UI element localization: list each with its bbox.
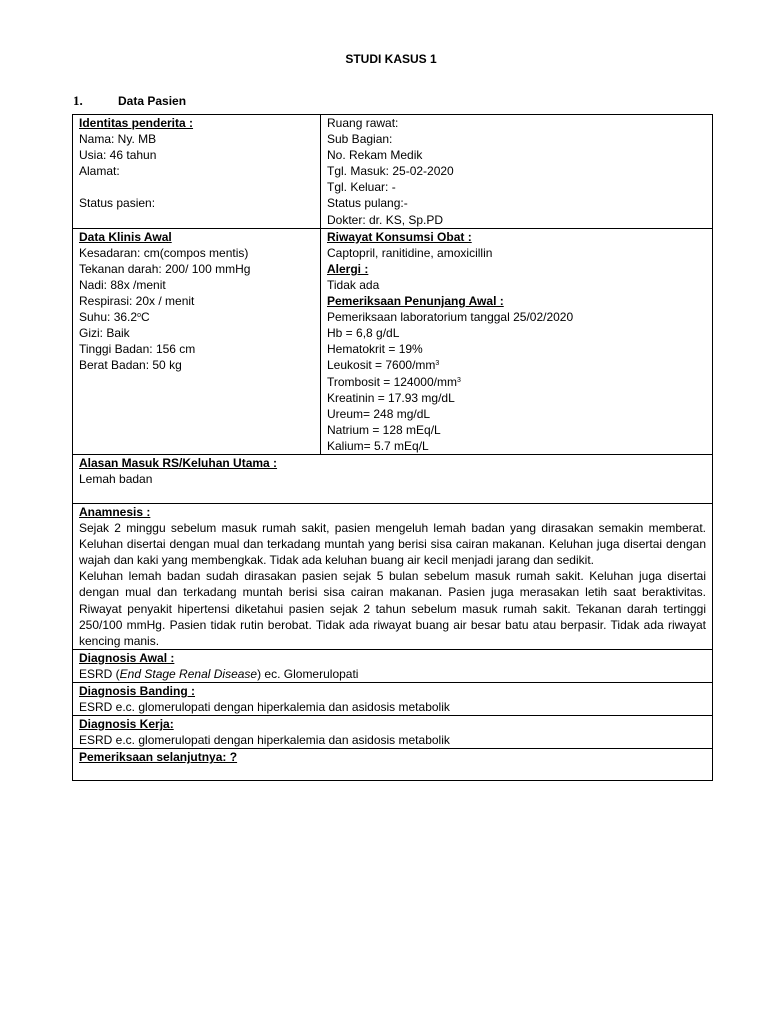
patient-name: Nama: Ny. MB xyxy=(79,132,157,147)
weight: Berat Badan: 50 kg xyxy=(79,358,182,373)
consciousness: Kesadaran: cm(compos mentis) xyxy=(79,245,249,260)
next-exam-cell xyxy=(73,749,713,781)
section-heading xyxy=(73,93,186,109)
section-label: Data Pasien xyxy=(118,94,187,108)
temperature: Suhu: 36.2$^o$C xyxy=(79,310,150,325)
pulse: Nadi: 88x /menit xyxy=(79,277,166,292)
medication-heading: Riwayat Konsumsi Obat : xyxy=(327,229,472,244)
lab-kreatinin: Kreatinin = 17.93 mg/dL xyxy=(327,390,455,405)
admission-row xyxy=(73,454,713,503)
admission-reason-cell xyxy=(73,454,713,503)
lab-leukosit: Leukosit = $7600/mm^3$ xyxy=(327,358,440,373)
medical-record-number: No. Rekam Medik xyxy=(327,148,423,163)
sub-department: Sub Bagian: xyxy=(327,132,393,147)
medication-lab-cell xyxy=(321,228,713,454)
ward: Ruang rawat: xyxy=(327,116,399,130)
initial-diagnosis-heading: Diagnosis Awal : xyxy=(79,650,175,665)
lab-hb: Hb = 6,8 g/dL xyxy=(327,326,400,341)
chief-complaint: Lemah badan xyxy=(79,472,153,487)
doctor: Dokter: dr. KS, Sp.PD xyxy=(327,212,444,227)
anamnesis-paragraph: Keluhan lemah badan sudah dirasakan pasien sejak 5 bulan sebelum masuk rumah sakit. Keluhan juga disertai dengan mual dan terkadang muntah berisi sisa cairan makanan. Pasien juga merasakan letih saat beraktivitas. Riwayat penyakit hipertensi diketahui pasien sejak 2 tahun sebelum masuk rumah sakit. Tekanan darah tertinggi 250/100 mmHg. Pasien tidak rutin berobat. Tidak ada riwayat buang air besar batu atau berpasir. Tidak ada riwayat kencing manis. xyxy=(79,569,706,648)
height: Tinggi Badan: 156 cm xyxy=(79,342,196,357)
patient-age: Usia: 46 tahun xyxy=(79,148,157,163)
allergy-text: Tidak ada xyxy=(327,277,380,292)
diagnosis-banding-row xyxy=(73,683,713,716)
lab-trombosit: Trombosit = $124000/mm^3$ xyxy=(327,374,461,389)
identity-row xyxy=(73,115,713,229)
admission-heading: Alasan Masuk RS/Keluhan Utama : xyxy=(79,455,278,470)
lab-hematokrit: Hematokrit = 19% xyxy=(327,342,423,357)
diagnosis-awal-row xyxy=(73,649,713,682)
lab-natrium: Natrium = 128 mEq/L xyxy=(327,422,441,437)
discharge-date: Tgl. Keluar: - xyxy=(327,180,396,195)
differential-diagnosis-cell xyxy=(73,683,713,716)
section-number: 1. xyxy=(73,93,83,108)
lab-date: Pemeriksaan laboratorium tanggal 25/02/2020 xyxy=(327,310,574,325)
respiration: Respirasi: 20x / menit xyxy=(79,294,195,309)
admission-date: Tgl. Masuk: 25-02-2020 xyxy=(327,164,454,179)
patient-address: Alamat: xyxy=(79,164,120,179)
working-diagnosis-cell xyxy=(73,716,713,749)
clinical-data-cell xyxy=(73,228,321,454)
differential-diagnosis-heading: Diagnosis Banding : xyxy=(79,684,196,698)
discharge-status: Status pulang:- xyxy=(327,196,408,211)
blood-pressure: Tekanan darah: 200/ 100 mmHg xyxy=(79,261,251,276)
lab-heading: Pemeriksaan Penunjang Awal : xyxy=(327,294,504,309)
initial-diagnosis-cell xyxy=(73,649,713,682)
working-diagnosis-text: ESRD e.c. glomerulopati dengan hiperkalemia dan asidosis metabolik xyxy=(79,733,450,748)
anamnesis-row xyxy=(73,503,713,649)
anamnesis-paragraph: Sejak 2 minggu sebelum masuk rumah sakit, pasien mengeluh lemah badan yang dirasakan semakin memberat. Keluhan disertai dengan mual dan terkadang muntah yang berisi sisa cairan makanan. Keluhan juga disertai dengan wajah dan kaki yang membengkak. Tidak ada keluhan buang air kecil menjadi jarang dan sedikit. xyxy=(79,521,706,568)
identity-heading: Identitas penderita : xyxy=(79,116,194,130)
patient-identity-cell xyxy=(73,115,321,229)
lab-kalium: Kalium= 5.7 mEq/L xyxy=(327,438,429,453)
clinical-row xyxy=(73,228,713,454)
diagnosis-kerja-row xyxy=(73,716,713,749)
case-table xyxy=(72,114,713,781)
document-title: STUDI KASUS 1 xyxy=(345,52,437,66)
patient-status: Status pasien: xyxy=(79,196,156,211)
anamnesis-cell xyxy=(73,503,713,649)
differential-diagnosis-text: ESRD e.c. glomerulopati dengan hiperkalemia dan asidosis metabolik xyxy=(79,700,450,715)
initial-diagnosis-text: ESRD (End Stage Renal Disease) ec. Glomerulopati xyxy=(79,666,359,681)
nutrition: Gizi: Baik xyxy=(79,326,130,341)
working-diagnosis-heading: Diagnosis Kerja: xyxy=(79,717,174,732)
lab-ureum: Ureum= 248 mg/dL xyxy=(327,406,431,421)
blank-line xyxy=(79,179,314,195)
allergy-heading: Alergi : xyxy=(327,261,369,276)
clinical-heading: Data Klinis Awal xyxy=(79,229,172,244)
next-exam-row xyxy=(73,749,713,781)
anamnesis-heading: Anamnesis : xyxy=(79,504,151,519)
next-exam-heading: Pemeriksaan selanjutnya: ? xyxy=(79,750,238,765)
medication-list: Captopril, ranitidine, amoxicillin xyxy=(327,245,493,260)
admission-info-cell xyxy=(321,115,713,229)
